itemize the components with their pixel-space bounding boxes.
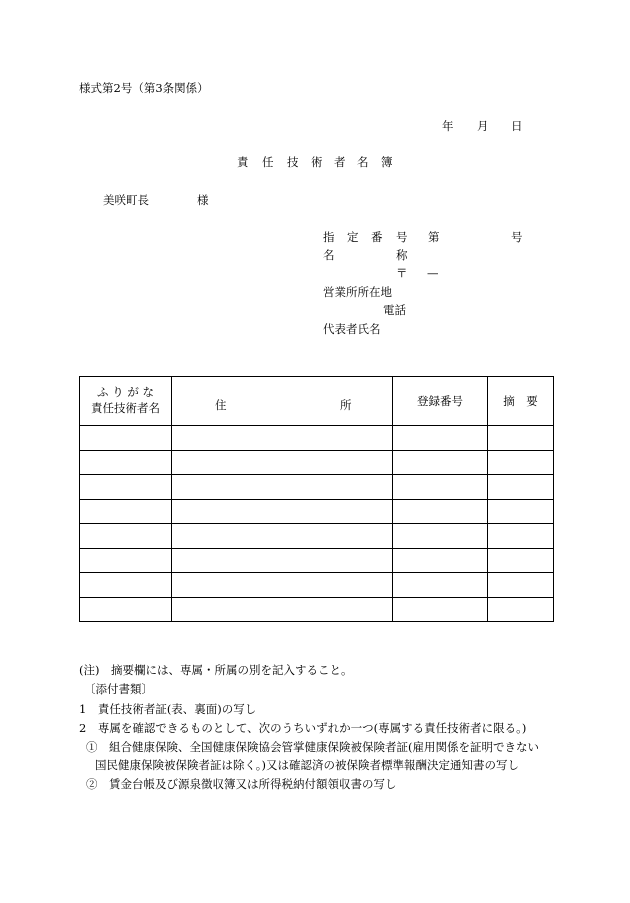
addressee-name: 美咲町長 [103, 193, 149, 207]
table-header-row [80, 377, 554, 426]
cell-remarks[interactable] [488, 475, 554, 500]
header-engineer-name [80, 377, 172, 426]
cell-address[interactable] [172, 573, 393, 598]
form-number: 様式第2号（第3条関係） [79, 81, 209, 95]
table-row [80, 524, 554, 549]
cell-address[interactable] [172, 426, 393, 451]
date-year: 年 [442, 119, 454, 133]
remarks-note: (注) 摘要欄には、専属・所属の別を記入すること。 [79, 663, 353, 677]
engineer-roster-table [79, 376, 554, 622]
attachment-item-2-2: ② 賃金台帳及び源泉徴収簿又は所得税納付額領収書の写し [86, 777, 397, 791]
cell-name[interactable] [80, 499, 172, 524]
header-name: 責任技術者名 [91, 401, 160, 415]
attachment-item-2: 2 専属を確認できるものとして、次のうちいずれか一つ(専属する責任技術者に限る。) [79, 721, 527, 735]
phone-label: 電話 [383, 303, 406, 317]
table-row [80, 426, 554, 451]
cell-address[interactable] [172, 524, 393, 549]
attachment-item-2-1: ① 組合健康保険、全国健康保険協会管掌健康保険被保険者証(雇用関係を証明できない [86, 740, 539, 754]
header-address-right: 所 [340, 398, 352, 412]
label-char: 称 [396, 248, 408, 262]
cell-name[interactable] [80, 475, 172, 500]
cell-remarks[interactable] [488, 524, 554, 549]
cell-registration[interactable] [393, 450, 488, 475]
table-row [80, 499, 554, 524]
label-char: 指 [323, 230, 335, 244]
table-row [80, 450, 554, 475]
cell-name[interactable] [80, 450, 172, 475]
cell-address[interactable] [172, 499, 393, 524]
cell-name[interactable] [80, 548, 172, 573]
label-char: 名 [323, 248, 335, 262]
attachments-heading: 〔添付書類〕 [84, 682, 153, 696]
table-row [80, 475, 554, 500]
cell-remarks[interactable] [488, 499, 554, 524]
table-row [80, 573, 554, 598]
cell-registration[interactable] [393, 524, 488, 549]
addressee-honorific: 様 [197, 193, 209, 207]
title-char: 任 [262, 155, 274, 169]
cell-address[interactable] [172, 597, 393, 622]
cell-address[interactable] [172, 450, 393, 475]
title-char: 名 [357, 155, 369, 169]
header-address-left: 住 [215, 398, 227, 412]
postal-dash: — [427, 266, 439, 280]
cell-name[interactable] [80, 524, 172, 549]
cell-name[interactable] [80, 426, 172, 451]
cell-name[interactable] [80, 597, 172, 622]
cell-registration[interactable] [393, 475, 488, 500]
cell-remarks[interactable] [488, 573, 554, 598]
header-address [172, 377, 393, 426]
office-address-label: 営業所所在地 [323, 285, 392, 299]
title-char: 責 [237, 155, 249, 169]
date-month: 月 [477, 119, 489, 133]
representative-name-label: 代表者氏名 [323, 322, 381, 336]
cell-remarks[interactable] [488, 450, 554, 475]
cell-registration[interactable] [393, 597, 488, 622]
cell-registration[interactable] [393, 499, 488, 524]
attachment-item-1: 1 責任技術者証(表、裏面)の写し [79, 702, 257, 716]
cell-registration[interactable] [393, 426, 488, 451]
cell-remarks[interactable] [488, 548, 554, 573]
designation-suffix: 号 [511, 230, 523, 244]
title-char: 術 [311, 155, 323, 169]
cell-name[interactable] [80, 573, 172, 598]
designation-prefix: 第 [428, 230, 440, 244]
table-row [80, 597, 554, 622]
header-furigana: ふ り が な [97, 385, 154, 400]
cell-remarks[interactable] [488, 426, 554, 451]
header-remarks: 摘 要 [488, 377, 554, 426]
cell-registration[interactable] [393, 573, 488, 598]
label-char: 定 [347, 230, 359, 244]
label-char: 番 [371, 230, 383, 244]
table-row [80, 548, 554, 573]
title-char: 技 [287, 155, 299, 169]
title-char: 者 [334, 155, 346, 169]
attachment-item-2-1-continued: 国民健康保険被保険者証は除く。)又は確認済の被保険者標準報酬決定通知書の写し [95, 758, 520, 772]
date-day: 日 [511, 119, 523, 133]
cell-remarks[interactable] [488, 597, 554, 622]
title-char: 簿 [381, 155, 393, 169]
cell-address[interactable] [172, 548, 393, 573]
postal-mark: 〒 [396, 266, 408, 280]
label-char: 号 [396, 230, 408, 244]
header-registration-number: 登録番号 [393, 377, 488, 426]
cell-registration[interactable] [393, 548, 488, 573]
cell-address[interactable] [172, 475, 393, 500]
